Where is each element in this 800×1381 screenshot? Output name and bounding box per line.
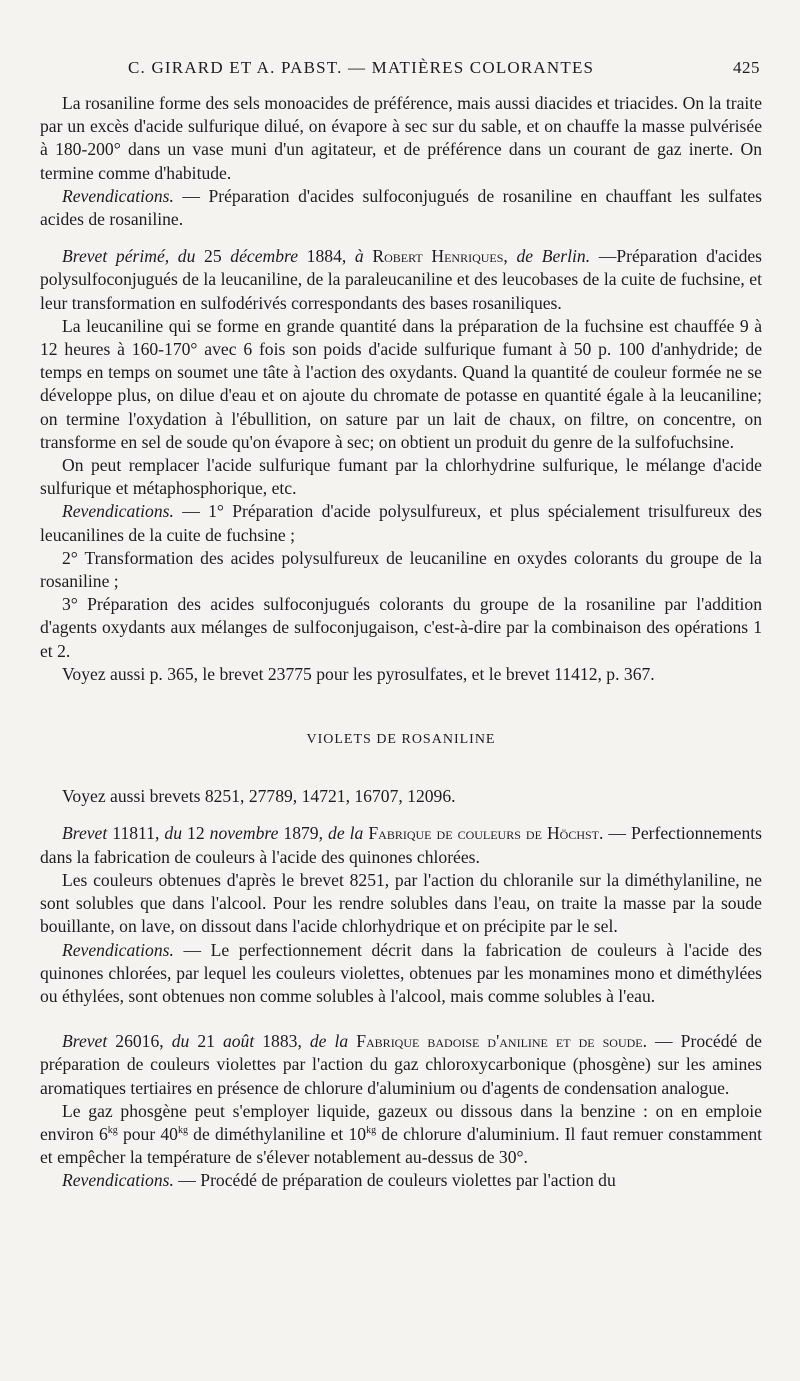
paragraph: On peut remplacer l'acide sulfurique fumant par la chlorhydrine sulfurique, le mélange d'acide sulfurique et métaphosphorique, etc. [40, 455, 762, 499]
claims-label: Revendications. [62, 1170, 174, 1191]
patent-entry: Brevet périmé, du 25 décembre 1884, à Robert Henriques, de Berlin. —Préparation d'acides polysulfoconjugués de la leucaniline, de la paraleucaniline et des leucobases de la cuite de fuchsine, et leur transformation en sulfodérivés correspondants des bases rosaniliques. [40, 246, 763, 313]
page-body [40, 92, 762, 1193]
claims-label: Revendications. [62, 185, 174, 206]
claims-paragraph: Revendications. — 1° Préparation d'acide polysulfureux, et plus spécialement trisulfureux des leucanilines de la cuite de fuchsine ; [40, 501, 762, 545]
section-title: VIOLETS DE ROSANILINE [306, 732, 496, 748]
claims-label: Revendications. [62, 939, 174, 960]
page-number: 425 [733, 58, 760, 77]
running-title: C. GIRARD ET A. PABST. — MATIÈRES COLORANTES [128, 58, 595, 77]
claims-label: Revendications. [62, 501, 174, 522]
paragraph: 3° Préparation des acides sulfoconjugués colorants du groupe de la rosaniline par l'addition d'agents oxydants aux mélanges de sulfoconjugaison, c'est-à-dire par la combinaison des opérations 1 et 2. [40, 594, 762, 661]
paragraph: Voyez aussi brevets 8251, 27789, 14721, 16707, 12096. [62, 786, 456, 807]
claims-paragraph: Revendications. — Procédé de préparation de couleurs violettes par l'action du [62, 1170, 616, 1191]
paragraph: Le gaz phosgène peut s'employer liquide, gazeux ou dissous dans la benzine : on en emploie environ $6^{kg}$ pour $40^{kg}$ de diméthylaniline et $10^{kg}$ de chlorure d'aluminium. Il faut remuer constamment et empêcher la température de s'élever notablement au-dessus de 30°. [40, 1100, 763, 1168]
claims-paragraph: Revendications. — Le perfectionnement décrit dans la fabrication de couleurs à l'acide des quinones chlorées, par lequel les couleurs violettes, obtenues par les monamines mono et diméthylées ou éthylées, sont obtenues non comme solubles à l'alcool, mais comme solubles à l'eau. [40, 939, 762, 1006]
paragraph: La rosaniline forme des sels monoacides de préférence, mais aussi diacides et triacides. On la traite par un excès d'acide sulfurique dilué, on évapore à sec sur du sable, et on chauffe la masse pulvérisée à 180-200° dans un vase muni d'un agitateur, et de préférence dans un courant de gaz inerte. On termine comme d'habitude. [40, 93, 762, 183]
paragraph: 2° Transformation des acides polysulfureux de leucaniline en oxydes colorants du groupe de la rosaniline ; [40, 547, 762, 592]
patent-entry: Brevet 26016, du 21 août 1883, de la Fabrique badoise d'aniline et de soude. — Procédé de préparation de couleurs violettes par l'action du gaz chloroxycarbonique (phosgène) sur les amines aromatiques tertiaires en présence de chlorure d'aluminium ou d'agents de condensation analogue. [40, 1031, 762, 1098]
claims-paragraph: Revendications. — Préparation d'acides sulfoconjugués de rosaniline en chauffant les sulfates acides de rosaniline. [40, 185, 762, 230]
patent-entry: Brevet 11811, du 12 novembre 1879, de la Fabrique de couleurs de Höchst. — Perfectionnements dans la fabrication de couleurs à l'acide des quinones chlorées. [40, 823, 762, 867]
paragraph: Les couleurs obtenues d'après le brevet 8251, par l'action du chloranile sur la diméthylaniline, ne sont solubles que dans l'alcool. Pour les rendre solubles dans l'eau, on traite la masse par la soude bouillante, on lave, on dissout dans l'acide chlorhydrique et on précipite par le sel. [40, 869, 762, 937]
running-header [0, 58, 800, 82]
paragraph: Voyez aussi p. 365, le brevet 23775 pour les pyrosulfates, et le brevet 11412, p. 367. [62, 663, 655, 684]
paragraph: La leucaniline qui se forme en grande quantité dans la préparation de la fuchsine est chauffée 9 à 12 heures à 160-170° avec 6 fois son poids d'acide sulfurique fumant à 50 p. 100 d'anhydride; de temps en temps on soumet une tâte à l'action des oxydants. Quand la quantité de couleur formée ne se développe plus, on dilue d'eau et on ajoute du chromate de potasse en quantité égale à la leucaniline; on termine l'oxydation à l'ébullition, on sature par un lait de chaux, on filtre, on concentre, on transforme en sel de soude qu'on évapore à sec; on obtient un produit du genre de la sulfofuchsine. [40, 315, 762, 452]
